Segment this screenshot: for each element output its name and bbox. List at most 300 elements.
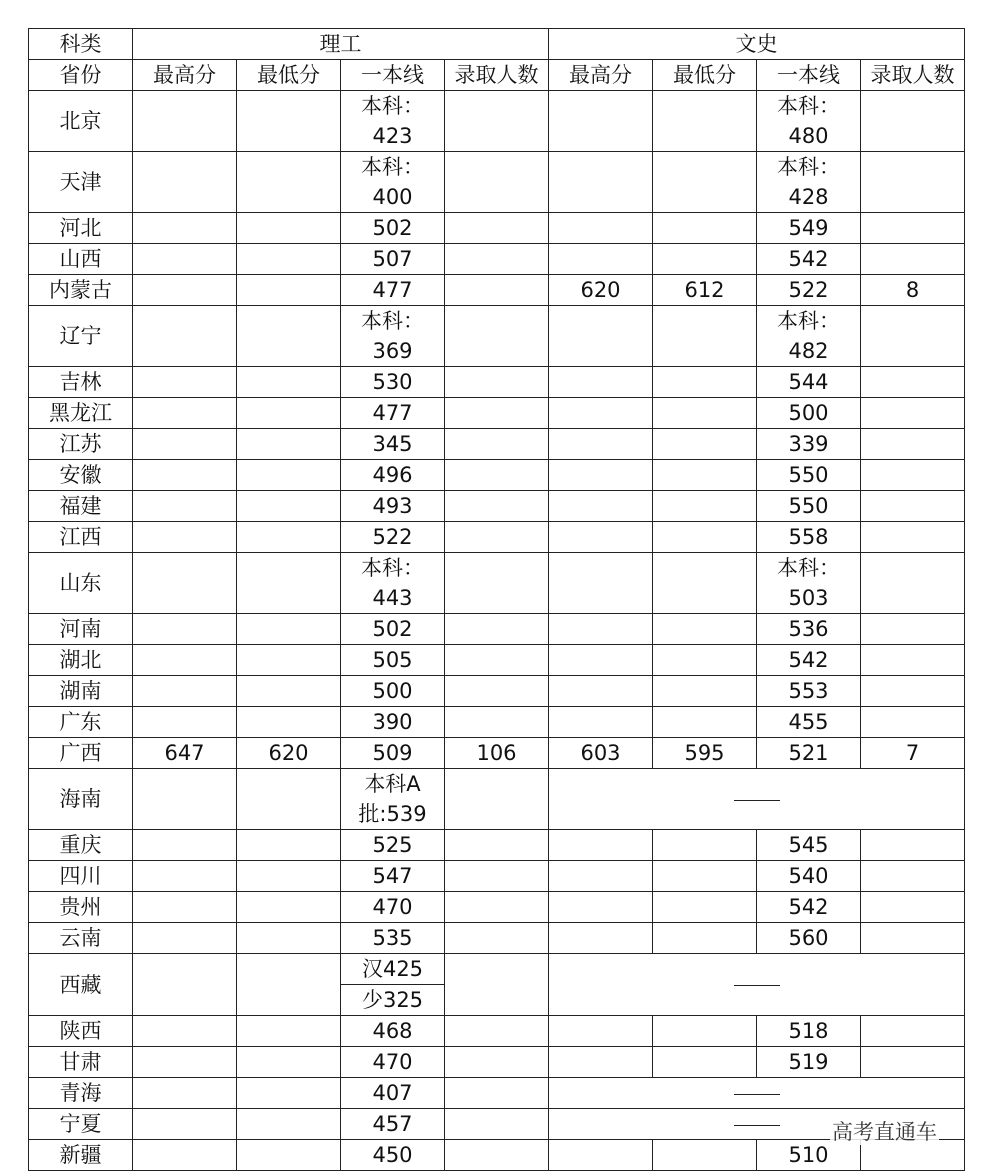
arts-line-cell: 510 xyxy=(757,1140,861,1171)
table-row xyxy=(29,460,965,491)
science-max-cell xyxy=(133,830,237,861)
arts-count-cell xyxy=(861,522,965,553)
arts-min-cell: 612 xyxy=(653,275,757,306)
science-max-cell xyxy=(133,1047,237,1078)
watermark: 高考直通车 xyxy=(832,1120,937,1144)
arts-line-cell: 553 xyxy=(757,676,861,707)
province-cell: 云南 xyxy=(29,923,133,954)
science-line-cell: 450 xyxy=(341,1140,445,1171)
arts-count-cell xyxy=(861,1016,965,1047)
table-row xyxy=(29,213,965,244)
arts-line-line-0: 本科： xyxy=(777,556,840,580)
science-line-cell xyxy=(341,91,445,152)
arts-min-cell xyxy=(653,923,757,954)
table-row xyxy=(29,645,965,676)
science-line-cell: 345 xyxy=(341,429,445,460)
table-row xyxy=(29,491,965,522)
arts-min-cell xyxy=(653,1016,757,1047)
science-count-cell xyxy=(445,1109,549,1140)
science-line-cell: 530 xyxy=(341,367,445,398)
table-row xyxy=(29,152,965,213)
arts-count-cell xyxy=(861,244,965,275)
science-line-line-1: 400 xyxy=(372,185,413,209)
arts-min-cell xyxy=(653,398,757,429)
arts-max-cell xyxy=(549,614,653,645)
province-cell: 吉林 xyxy=(29,367,133,398)
science-max-cell xyxy=(133,275,237,306)
science-count-cell xyxy=(445,614,549,645)
dash-mark xyxy=(734,1125,780,1126)
arts-line-cell: 536 xyxy=(757,614,861,645)
science-line-cell: 507 xyxy=(341,244,445,275)
table-row xyxy=(29,398,965,429)
table-row xyxy=(29,769,965,830)
arts-max-cell xyxy=(549,429,653,460)
science-max-cell xyxy=(133,244,237,275)
arts-max-cell xyxy=(549,152,653,213)
province-cell: 内蒙古 xyxy=(29,275,133,306)
arts-min-cell xyxy=(653,91,757,152)
province-label: 省份 xyxy=(29,60,133,91)
science-count-cell xyxy=(445,676,549,707)
science-max-cell xyxy=(133,152,237,213)
science-min-cell xyxy=(237,830,341,861)
science-max-cell xyxy=(133,1109,237,1140)
science-count-cell xyxy=(445,398,549,429)
science-count-cell xyxy=(445,954,549,1016)
table-row xyxy=(29,738,965,769)
arts-line-cell: 549 xyxy=(757,213,861,244)
science-line-line-1: 369 xyxy=(372,339,413,363)
arts-max-cell xyxy=(549,460,653,491)
arts-count-cell xyxy=(861,398,965,429)
science-count-cell xyxy=(445,707,549,738)
science-count-cell xyxy=(445,522,549,553)
arts-line-cell: 339 xyxy=(757,429,861,460)
science-line-cell: 505 xyxy=(341,645,445,676)
province-cell: 广东 xyxy=(29,707,133,738)
science-min-cell xyxy=(237,861,341,892)
arts-min-cell xyxy=(653,213,757,244)
arts-line-cell: 540 xyxy=(757,861,861,892)
arts-count-cell xyxy=(861,645,965,676)
arts-min-cell xyxy=(653,1047,757,1078)
arts-count-header: 录取人数 xyxy=(861,60,965,91)
arts-merged-cell xyxy=(549,954,965,1016)
science-line-cell: 547 xyxy=(341,861,445,892)
arts-line-cell xyxy=(757,152,861,213)
science-max-cell xyxy=(133,769,237,830)
arts-line-line-1: 428 xyxy=(788,185,829,209)
arts-max-cell xyxy=(549,306,653,367)
admission-score-table-wrapper xyxy=(28,28,965,1171)
arts-max-cell xyxy=(549,91,653,152)
arts-count-cell: 7 xyxy=(861,738,965,769)
province-cell: 海南 xyxy=(29,769,133,830)
table-row xyxy=(29,244,965,275)
science-count-header: 录取人数 xyxy=(445,60,549,91)
science-max-cell xyxy=(133,892,237,923)
arts-min-cell xyxy=(653,429,757,460)
arts-line-cell xyxy=(757,306,861,367)
table-row xyxy=(29,553,965,614)
province-cell: 陕西 xyxy=(29,1016,133,1047)
table-row xyxy=(29,1016,965,1047)
arts-line-cell: 518 xyxy=(757,1016,861,1047)
science-max-cell xyxy=(133,91,237,152)
table-row xyxy=(29,707,965,738)
science-count-cell xyxy=(445,861,549,892)
arts-line-cell: 455 xyxy=(757,707,861,738)
science-line-cell: 509 xyxy=(341,738,445,769)
science-count-cell xyxy=(445,244,549,275)
science-min-cell xyxy=(237,707,341,738)
arts-min-cell xyxy=(653,830,757,861)
science-count-cell xyxy=(445,306,549,367)
arts-line-line-1: 482 xyxy=(788,339,829,363)
arts-line-cell: 542 xyxy=(757,892,861,923)
science-min-cell xyxy=(237,460,341,491)
science-max-cell xyxy=(133,954,237,1016)
arts-line-cell xyxy=(757,91,861,152)
science-max-cell xyxy=(133,923,237,954)
arts-count-cell xyxy=(861,614,965,645)
province-cell: 山东 xyxy=(29,553,133,614)
table-row xyxy=(29,306,965,367)
arts-max-cell: 603 xyxy=(549,738,653,769)
science-min-cell xyxy=(237,1016,341,1047)
arts-line-cell: 519 xyxy=(757,1047,861,1078)
science-group-header: 理工 xyxy=(133,29,549,60)
table-row xyxy=(29,91,965,152)
arts-count-cell xyxy=(861,367,965,398)
arts-count-cell xyxy=(861,861,965,892)
province-cell: 广西 xyxy=(29,738,133,769)
arts-line-line-1: 480 xyxy=(788,124,829,148)
table-row xyxy=(29,367,965,398)
science-min-cell xyxy=(237,152,341,213)
arts-min-cell xyxy=(653,1140,757,1171)
arts-line-cell: 522 xyxy=(757,275,861,306)
science-line-cell: 407 xyxy=(341,1078,445,1109)
science-count-cell xyxy=(445,275,549,306)
province-cell: 宁夏 xyxy=(29,1109,133,1140)
science-line-cell: 496 xyxy=(341,460,445,491)
science-max-cell xyxy=(133,707,237,738)
science-min-cell xyxy=(237,1047,341,1078)
science-min-header: 最低分 xyxy=(237,60,341,91)
science-line-cell xyxy=(341,306,445,367)
arts-count-cell xyxy=(861,676,965,707)
science-count-cell xyxy=(445,367,549,398)
table-row xyxy=(29,1078,965,1109)
arts-max-cell xyxy=(549,676,653,707)
province-cell: 江苏 xyxy=(29,429,133,460)
science-max-cell xyxy=(133,1078,237,1109)
science-max-cell xyxy=(133,367,237,398)
table-row xyxy=(29,923,965,954)
arts-max-cell xyxy=(549,398,653,429)
table-row xyxy=(29,892,965,923)
arts-min-cell xyxy=(653,306,757,367)
arts-min-cell xyxy=(653,491,757,522)
table-row xyxy=(29,429,965,460)
arts-max-cell xyxy=(549,1047,653,1078)
science-line-cell: 522 xyxy=(341,522,445,553)
science-min-cell xyxy=(237,923,341,954)
science-count-cell xyxy=(445,1140,549,1171)
science-count-cell xyxy=(445,1078,549,1109)
science-min-cell xyxy=(237,522,341,553)
arts-line-cell: 500 xyxy=(757,398,861,429)
province-cell: 湖南 xyxy=(29,676,133,707)
arts-max-cell xyxy=(549,645,653,676)
arts-count-cell: 8 xyxy=(861,275,965,306)
science-line-cell: 500 xyxy=(341,676,445,707)
science-max-cell xyxy=(133,1140,237,1171)
arts-line-cell: 542 xyxy=(757,244,861,275)
table-row xyxy=(29,522,965,553)
arts-max-cell xyxy=(549,522,653,553)
arts-count-cell xyxy=(861,553,965,614)
arts-max-cell xyxy=(549,830,653,861)
arts-line-cell: 550 xyxy=(757,460,861,491)
science-line-cell: 477 xyxy=(341,275,445,306)
science-max-cell xyxy=(133,306,237,367)
arts-max-cell xyxy=(549,707,653,738)
science-max-cell xyxy=(133,861,237,892)
science-line-cell: 493 xyxy=(341,491,445,522)
science-count-cell: 106 xyxy=(445,738,549,769)
science-line-cell: 502 xyxy=(341,614,445,645)
arts-count-cell xyxy=(861,152,965,213)
arts-max-cell xyxy=(549,1140,653,1171)
arts-group-header: 文史 xyxy=(549,29,965,60)
science-line-line-0: 本科： xyxy=(361,556,424,580)
science-max-cell xyxy=(133,213,237,244)
arts-count-cell xyxy=(861,923,965,954)
province-cell: 安徽 xyxy=(29,460,133,491)
science-line-cell: 468 xyxy=(341,1016,445,1047)
arts-line-line-1: 503 xyxy=(788,586,829,610)
arts-line-line-0: 本科： xyxy=(777,155,840,179)
science-count-cell xyxy=(445,152,549,213)
arts-line-cell: 558 xyxy=(757,522,861,553)
arts-max-cell: 620 xyxy=(549,275,653,306)
arts-min-cell xyxy=(653,676,757,707)
table-row xyxy=(29,861,965,892)
dash-mark xyxy=(734,800,780,801)
science-line-line-0: 本科： xyxy=(361,94,424,118)
province-cell: 北京 xyxy=(29,91,133,152)
science-max-cell xyxy=(133,1016,237,1047)
province-cell: 青海 xyxy=(29,1078,133,1109)
arts-max-cell xyxy=(549,892,653,923)
arts-min-cell: 595 xyxy=(653,738,757,769)
arts-min-cell xyxy=(653,460,757,491)
arts-min-cell xyxy=(653,861,757,892)
science-line-header: 一本线 xyxy=(341,60,445,91)
arts-count-cell xyxy=(861,1047,965,1078)
science-max-cell xyxy=(133,553,237,614)
header-row-columns xyxy=(29,60,965,91)
science-min-cell xyxy=(237,553,341,614)
arts-count-cell xyxy=(861,707,965,738)
science-count-cell xyxy=(445,830,549,861)
science-max-cell xyxy=(133,614,237,645)
province-cell: 山西 xyxy=(29,244,133,275)
table-row xyxy=(29,1140,965,1171)
science-line-line-1: 批:539 xyxy=(358,802,427,826)
science-min-cell xyxy=(237,91,341,152)
province-cell: 天津 xyxy=(29,152,133,213)
table-row xyxy=(29,275,965,306)
science-count-cell xyxy=(445,1016,549,1047)
province-cell: 河北 xyxy=(29,213,133,244)
arts-line-cell: 545 xyxy=(757,830,861,861)
science-line-cell xyxy=(341,553,445,614)
province-cell: 福建 xyxy=(29,491,133,522)
science-min-cell xyxy=(237,1109,341,1140)
arts-min-cell xyxy=(653,152,757,213)
science-min-cell xyxy=(237,429,341,460)
science-max-cell xyxy=(133,398,237,429)
arts-line-line-0: 本科： xyxy=(777,309,840,333)
arts-max-header: 最高分 xyxy=(549,60,653,91)
arts-max-cell xyxy=(549,367,653,398)
arts-min-cell xyxy=(653,707,757,738)
province-cell: 四川 xyxy=(29,861,133,892)
arts-max-cell xyxy=(549,244,653,275)
arts-min-header: 最低分 xyxy=(653,60,757,91)
table-row xyxy=(29,1047,965,1078)
science-line-cell: 汉425 xyxy=(341,954,445,985)
science-count-cell xyxy=(445,1047,549,1078)
arts-min-cell xyxy=(653,614,757,645)
arts-count-cell xyxy=(861,460,965,491)
arts-line-cell: 560 xyxy=(757,923,861,954)
science-min-cell xyxy=(237,306,341,367)
science-max-cell: 647 xyxy=(133,738,237,769)
table-row xyxy=(29,954,965,985)
science-line-line-0: 本科： xyxy=(361,155,424,179)
arts-count-cell xyxy=(861,429,965,460)
science-min-cell xyxy=(237,244,341,275)
header-row-category xyxy=(29,29,965,60)
science-line-cell: 470 xyxy=(341,892,445,923)
science-line-cell xyxy=(341,152,445,213)
arts-count-cell xyxy=(861,892,965,923)
arts-count-cell xyxy=(861,491,965,522)
arts-line-cell: 521 xyxy=(757,738,861,769)
science-count-cell xyxy=(445,91,549,152)
science-min-cell xyxy=(237,645,341,676)
science-count-cell xyxy=(445,553,549,614)
arts-max-cell xyxy=(549,213,653,244)
province-cell: 辽宁 xyxy=(29,306,133,367)
science-count-cell xyxy=(445,923,549,954)
table-body xyxy=(29,29,965,1171)
science-line-cell: 535 xyxy=(341,923,445,954)
science-line-cell: 470 xyxy=(341,1047,445,1078)
arts-line-cell: 542 xyxy=(757,645,861,676)
science-line-cell: 457 xyxy=(341,1109,445,1140)
science-count-cell xyxy=(445,213,549,244)
science-line-cell-sub: 少325 xyxy=(341,985,445,1016)
arts-line-cell: 550 xyxy=(757,491,861,522)
science-min-cell xyxy=(237,892,341,923)
province-cell: 重庆 xyxy=(29,830,133,861)
science-min-cell xyxy=(237,676,341,707)
dash-mark xyxy=(734,1094,780,1095)
table-row xyxy=(29,676,965,707)
arts-merged-cell xyxy=(549,1078,965,1109)
science-min-cell xyxy=(237,491,341,522)
province-cell: 黑龙江 xyxy=(29,398,133,429)
province-cell: 西藏 xyxy=(29,954,133,1016)
table-row xyxy=(29,830,965,861)
arts-line-header: 一本线 xyxy=(757,60,861,91)
arts-min-cell xyxy=(653,553,757,614)
science-max-header: 最高分 xyxy=(133,60,237,91)
science-max-cell xyxy=(133,676,237,707)
arts-count-cell xyxy=(861,91,965,152)
province-cell: 甘肃 xyxy=(29,1047,133,1078)
science-min-cell xyxy=(237,398,341,429)
table-row xyxy=(29,1109,965,1140)
science-max-cell xyxy=(133,429,237,460)
province-cell: 江西 xyxy=(29,522,133,553)
science-line-cell: 525 xyxy=(341,830,445,861)
province-cell: 贵州 xyxy=(29,892,133,923)
science-min-cell xyxy=(237,367,341,398)
arts-line-line-0: 本科： xyxy=(777,94,840,118)
province-cell: 河南 xyxy=(29,614,133,645)
science-line-line-0: 本科A xyxy=(364,772,421,796)
dash-mark xyxy=(734,985,780,986)
arts-min-cell xyxy=(653,367,757,398)
science-min-cell xyxy=(237,769,341,830)
arts-max-cell xyxy=(549,861,653,892)
arts-count-cell xyxy=(861,213,965,244)
arts-min-cell xyxy=(653,522,757,553)
science-count-cell xyxy=(445,769,549,830)
science-min-cell xyxy=(237,614,341,645)
science-max-cell xyxy=(133,522,237,553)
science-count-cell xyxy=(445,429,549,460)
arts-max-cell xyxy=(549,1016,653,1047)
science-line-line-1: 443 xyxy=(372,586,413,610)
science-min-cell xyxy=(237,954,341,1016)
science-count-cell xyxy=(445,460,549,491)
science-max-cell xyxy=(133,491,237,522)
science-count-cell xyxy=(445,645,549,676)
science-count-cell xyxy=(445,491,549,522)
science-count-cell xyxy=(445,892,549,923)
science-line-cell: 477 xyxy=(341,398,445,429)
science-line-line-1: 423 xyxy=(372,124,413,148)
province-cell: 湖北 xyxy=(29,645,133,676)
science-min-cell xyxy=(237,1078,341,1109)
science-min-cell xyxy=(237,1140,341,1171)
science-line-cell xyxy=(341,769,445,830)
province-cell: 新疆 xyxy=(29,1140,133,1171)
arts-count-cell xyxy=(861,830,965,861)
science-min-cell xyxy=(237,275,341,306)
arts-line-cell xyxy=(757,553,861,614)
science-max-cell xyxy=(133,460,237,491)
category-label: 科类 xyxy=(29,29,133,60)
